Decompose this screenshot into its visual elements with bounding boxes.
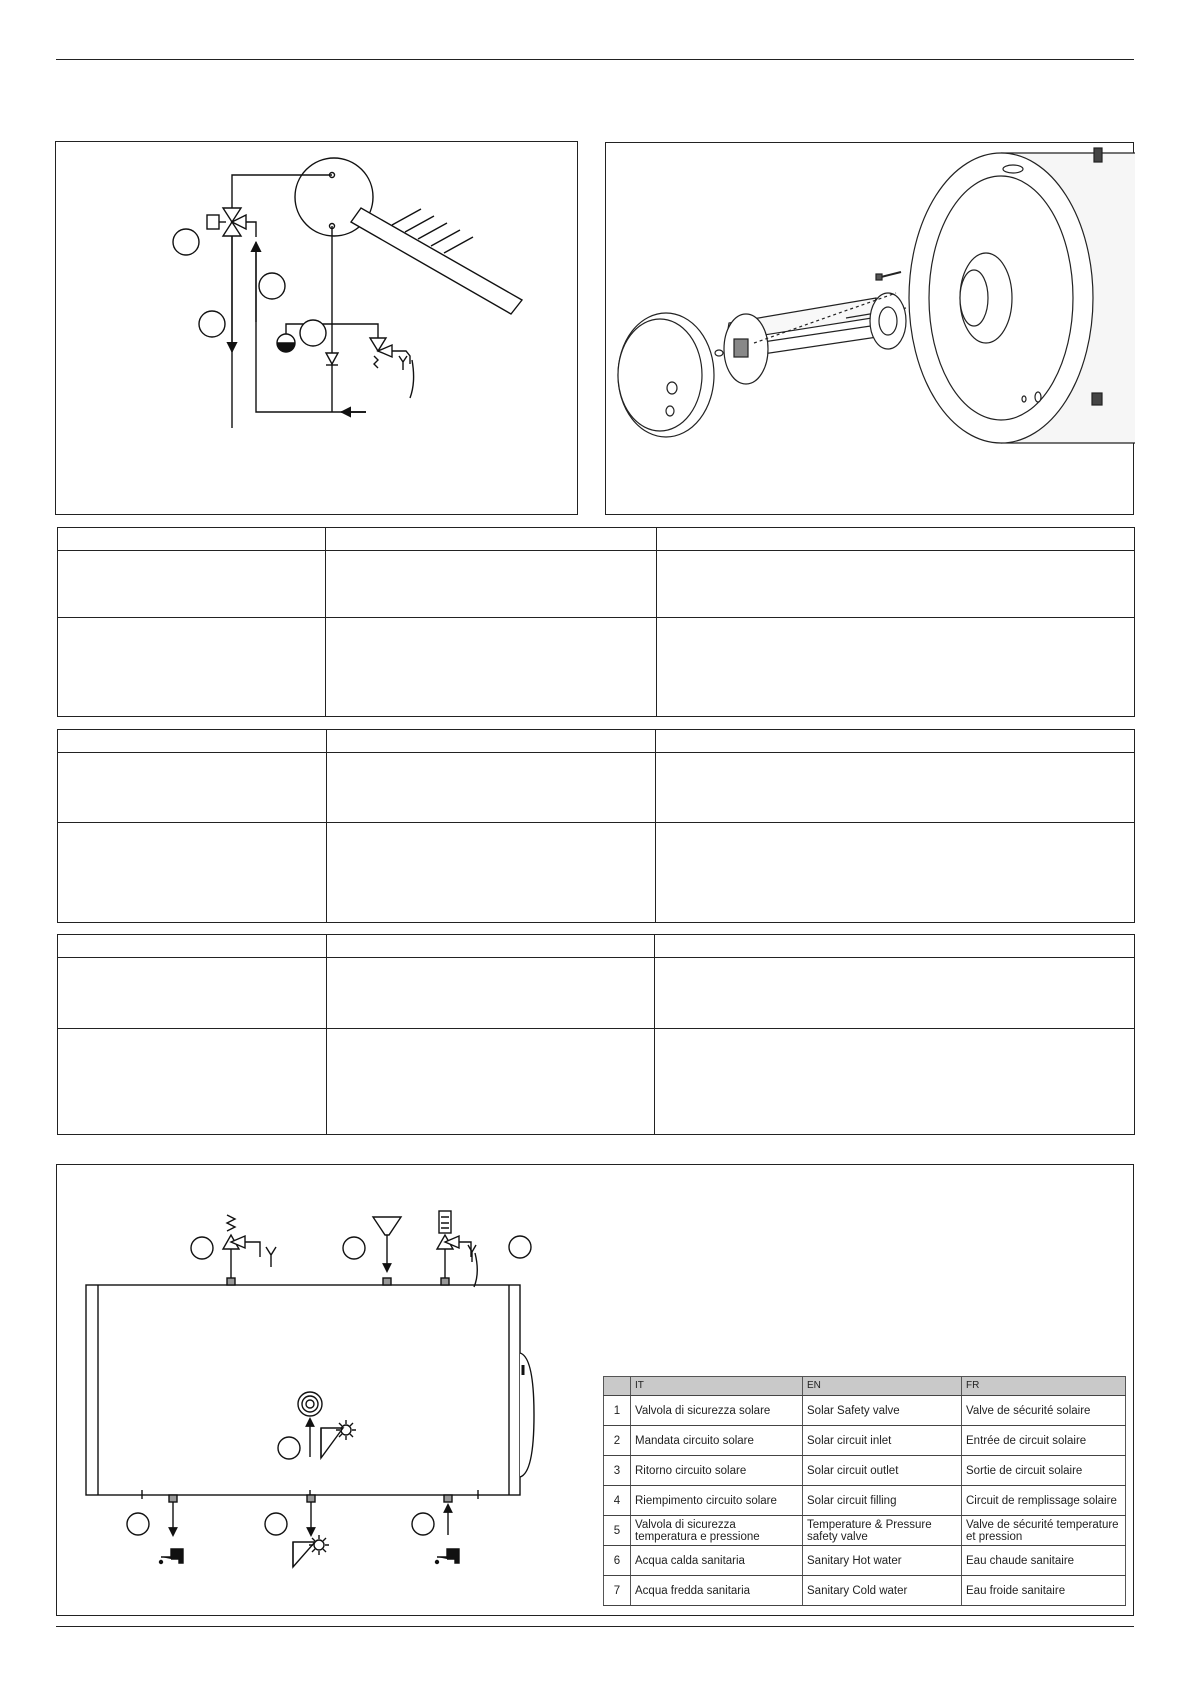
legend-row [604,1486,1126,1516]
callout-4 [343,1237,365,1259]
legend-header-it: IT [631,1377,803,1396]
check-valve-icon [326,353,338,364]
legend-it: Acqua calda sanitaria [631,1546,803,1576]
callout-4 [300,320,326,346]
legend-row [604,1396,1126,1426]
solar-collector-icon [351,208,522,314]
tank-connections-drawing [57,1165,617,1617]
callout-6 [127,1513,149,1535]
legend-fr: Circuit de remplissage solaire [962,1486,1126,1516]
legend-row [604,1426,1126,1456]
legend-fr: Valve de sécurité solaire [962,1396,1126,1426]
callout-3 [265,1513,287,1535]
legend-fr: Entrée de circuit solaire [962,1426,1126,1456]
legend-en: Solar circuit filling [803,1486,962,1516]
tank-body [86,1285,520,1495]
legend-fr: Sortie de circuit solaire [962,1456,1126,1486]
legend-it: Ritorno circuito solare [631,1456,803,1486]
legend-fr: Eau chaude sanitaire [962,1546,1126,1576]
legend-num: 5 [604,1516,631,1546]
legend-row [604,1516,1126,1546]
solar-safety-valve-icon [223,1215,276,1278]
filling-funnel-icon [373,1217,401,1271]
legend-en: Sanitary Hot water [803,1546,962,1576]
legend-it: Valvola di sicurezza solare [631,1396,803,1426]
legend-header-row [604,1377,1126,1396]
screw-icon [876,272,901,280]
callout-1 [173,229,199,255]
exploded-view-drawing [606,143,1135,516]
legend-num: 4 [604,1486,631,1516]
legend-it: Mandata circuito solare [631,1426,803,1456]
callout-5 [509,1236,531,1258]
text-grid-1 [57,527,1135,717]
legend-en: Temperature & Pressure safety valve [803,1516,962,1546]
callout-2 [278,1437,300,1459]
legend-header-en: EN [803,1377,962,1396]
legend-en: Sanitary Cold water [803,1576,962,1606]
legend-row [604,1576,1126,1606]
legend-fr: Valve de sécurité temperature et pression [962,1516,1126,1546]
legend-header-fr: FR [962,1377,1126,1396]
solar-circuit-schematic [55,141,578,515]
legend-num: 6 [604,1546,631,1576]
legend-num: 2 [604,1426,631,1456]
legend-fr: Eau froide sanitaire [962,1576,1126,1606]
text-grid-3 [57,934,1135,1135]
legend-it: Acqua fredda sanitaria [631,1576,803,1606]
footer-rule [56,1626,1134,1627]
legend-en: Solar circuit outlet [803,1456,962,1486]
legend-it: Valvola di sicurezza temperatura e pressione [631,1516,803,1546]
hot-water-tap-icon [160,1502,184,1564]
legend-num: 7 [604,1576,631,1606]
header-rule [56,59,1134,60]
callout-7 [412,1513,434,1535]
legend-num: 3 [604,1456,631,1486]
solar-outlet-icon [293,1502,329,1567]
legend-en: Solar circuit inlet [803,1426,962,1456]
callout-2 [259,273,285,299]
legend-en: Solar Safety valve [803,1396,962,1426]
legend-row [604,1456,1126,1486]
tp-safety-valve-icon [437,1211,477,1287]
tank-exploded-view [605,142,1134,515]
connections-legend-table [603,1376,1126,1606]
cold-water-tap-icon [436,1505,460,1564]
legend-header-num [604,1377,631,1396]
callout-3 [199,311,225,337]
legend-num: 1 [604,1396,631,1426]
legend-it: Riempimento circuito solare [631,1486,803,1516]
text-grid-2 [57,729,1135,923]
callout-1 [191,1237,213,1259]
solar-loop-diagram [56,142,579,516]
legend-row [604,1546,1126,1576]
